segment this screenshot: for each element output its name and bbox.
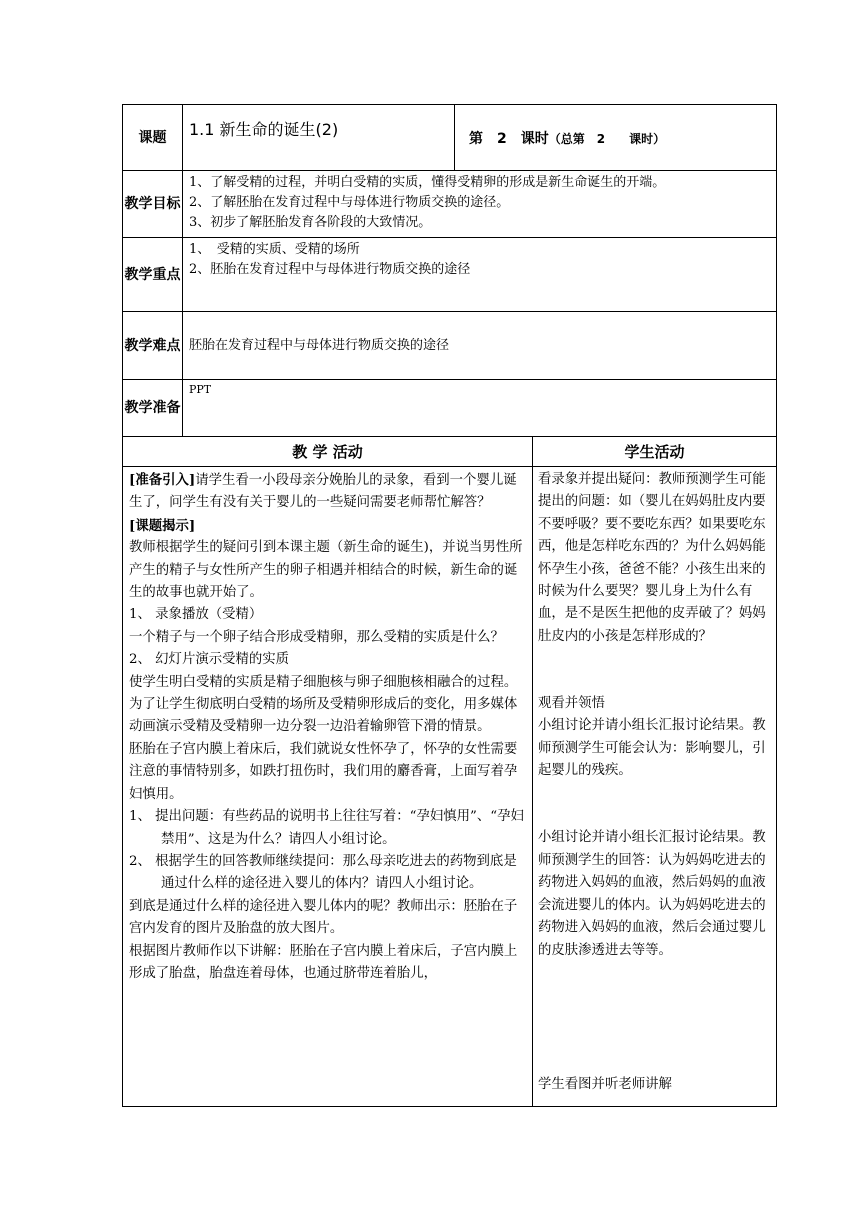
lesson-plan xyxy=(122,104,776,1107)
teacher-question-item: 1、 提出问题：有些药品的说明书上往往写着：“孕妇慎用”、“孕妇禁用”、这是为什么？请四人小组讨论。 xyxy=(129,809,524,847)
key-point-item: 2、胚胎在发育过程中与母体进行物质交换的途径 xyxy=(189,262,471,277)
student-paragraph: 看录象并提出疑问：教师预测学生可能提出的问题：如（婴儿在妈妈肚皮内要不要呼吸？要不要吃东西？如果要吃东西，他是怎样吃东西的？为什么妈妈能怀孕生小孩，爸爸不能？小孩生出来的时候为什么要哭？婴儿身上为什么有血，是不是医生把他的皮弄破了？妈妈肚皮内的小孩是怎样形成的？ xyxy=(538,472,766,644)
student-paragraph: 观看并领悟 xyxy=(538,696,605,712)
intro-text: 请学生看一小段母亲分娩胎儿的录象，看到一个婴儿诞生了，问学生有没有关于婴儿的一些疑问需要老师帮忙解答？ xyxy=(129,473,517,511)
preparation-row xyxy=(123,380,777,437)
student-paragraph: 小组讨论并请小组长汇报讨论结果。教师预测学生可能会认为：影响婴儿，引起婴儿的残疾。 xyxy=(538,718,766,779)
teacher-paragraph: 1、 录象播放（受精） xyxy=(129,607,263,623)
preparation-content xyxy=(183,380,777,437)
student-paragraph: 小组讨论并请小组长汇报讨论结果。教师预测学生的回答：认为妈妈吃进去的药物进入妈妈的血液，然后妈妈的血液会流进婴儿的体内。认为妈妈吃进去的药物进入妈妈的血液，然后会通过婴儿的皮肤渗透进去等等。 xyxy=(538,830,766,958)
student-activity-content xyxy=(533,467,777,1107)
student-activity-header: 学生活动 xyxy=(533,437,777,467)
topic-value: 1.1 新生命的诞生(2) xyxy=(183,105,455,171)
teacher-paragraph: 使学生明白受精的实质是精子细胞核与卵子细胞核相融合的过程。 xyxy=(129,674,518,690)
teacher-paragraph: 根据图片教师作以下讲解：胚胎在子宫内膜上着床后，子宫内膜上形成了胎盘，胎盘连着母体，也通过脐带连着胎儿， xyxy=(129,943,518,981)
teacher-paragraph: 教师根据学生的疑问引到本课主题（新生命的诞生)，并说当男性所产生的精子与女性所产生的卵子相遇并相结合的时候，新生命的诞生的故事也就开始了。 xyxy=(129,540,523,601)
lesson-plan-table xyxy=(122,104,777,1107)
difficulties-row xyxy=(123,312,777,380)
objective-item: 1、了解受精的过程，并明白受精的实质，懂得受精卵的形成是新生命诞生的开端。 xyxy=(189,175,666,190)
period-total: （总第 2 课时） xyxy=(548,131,666,146)
preparation-label: 教学准备 xyxy=(123,380,183,437)
topic-label: 课题 xyxy=(123,105,183,171)
difficulties-content xyxy=(183,312,777,380)
difficulties-label: 教学难点 xyxy=(123,312,183,380)
key-point-item: 1、 受精的实质、受精的场所 xyxy=(189,242,360,257)
teacher-activity-header: 教 学 活动 xyxy=(123,437,533,467)
difficulty-item: 胚胎在发育过程中与母体进行物质交换的途径 xyxy=(189,337,450,353)
teacher-paragraph: 2、 幻灯片演示受精的实质 xyxy=(129,652,290,668)
reveal-tag: [课题揭示] xyxy=(129,517,196,534)
teacher-paragraph: 胚胎在子宫内膜上着床后，我们就说女性怀孕了，怀孕的女性需要注意的事情特别多，如跌打扭伤时，我们用的麝香膏，上面写着孕妇慎用。 xyxy=(129,741,518,802)
objective-item: 2、了解胚胎在发育过程中与母体进行物质交换的途径。 xyxy=(189,195,510,210)
teacher-activity-content xyxy=(123,467,533,1107)
objective-item: 3、初步了解胚胎发育各阶段的大致情况。 xyxy=(189,215,432,230)
intro-tag: [准备引入] xyxy=(129,472,196,488)
activities-body-row xyxy=(123,467,777,1107)
teacher-question-item: 2、 根据学生的回答教师继续提问：那么母亲吃进去的药物到底是通过什么样的途径进入婴儿的体内？请四人小组讨论。 xyxy=(129,853,517,892)
objectives-content xyxy=(183,171,777,238)
preparation-item: PPT xyxy=(189,383,212,396)
objectives-label: 教学目标 xyxy=(123,171,183,238)
key-points-label: 教学重点 xyxy=(123,238,183,312)
activities-header-row xyxy=(123,437,777,467)
teacher-paragraph: 一个精子与一个卵子结合形成受精卵，那么受精的实质是什么？ xyxy=(129,629,504,645)
topic-row xyxy=(123,105,777,171)
student-paragraph: 学生看图并听老师讲解 xyxy=(538,1076,672,1092)
teacher-paragraph: 为了让学生彻底明白受精的场所及受精卵形成后的变化，用多媒体动画演示受精及受精卵一边分裂一边沿着输卵管下滑的情景。 xyxy=(129,697,518,735)
period-info xyxy=(455,105,777,171)
period-text: 第 2 课时 xyxy=(469,130,549,147)
key-points-row xyxy=(123,238,777,312)
objectives-row xyxy=(123,171,777,238)
key-points-content xyxy=(183,238,777,312)
teacher-paragraph: 到底是通过什么样的途径进入婴儿体内的呢？教师出示：胚胎在子宫内发育的图片及胎盘的放大图片。 xyxy=(129,898,518,937)
